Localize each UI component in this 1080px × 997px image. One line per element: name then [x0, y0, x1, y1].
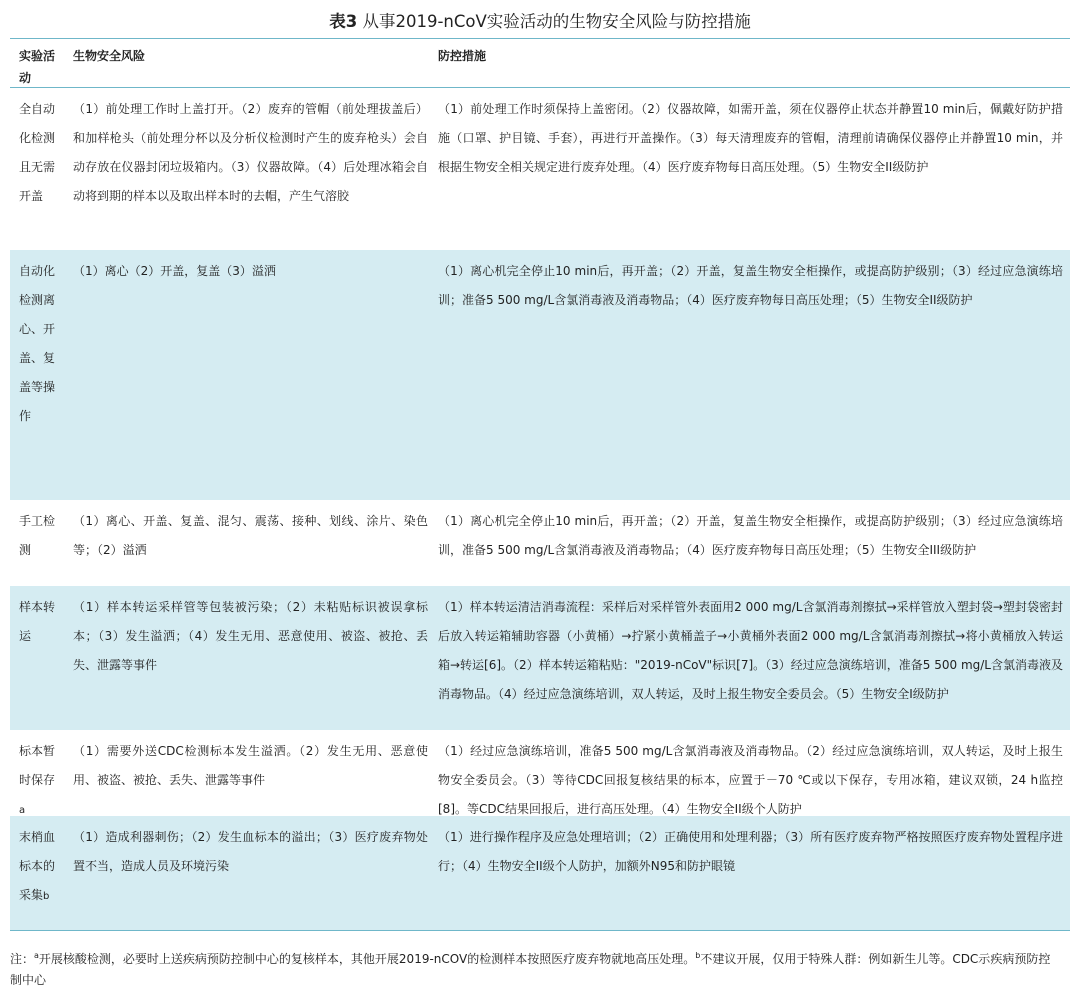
cell-measures: （1）进行操作程序及应急处理培训；（2）正确使用和处理利器；（3）所有医疗废弃物严格按照医疗废弃物处置程序进行；（4）生物安全II级个人防护，加额外N95和防护眼镜	[438, 830, 1063, 873]
cell-measures: （1）离心机完全停止10 min后，再开盖；（2）开盖，复盖生物安全柜操作，或提高防护级别；（3）经过应急演练培训，准备5 500 mg/L含氯消毒液及消毒物品；（4）医疗废弃物每日高压处理；（5）生物安全III级防护	[438, 514, 1063, 557]
table-header	[10, 39, 1070, 88]
cell-activity: 全自动化检测且无需开盖	[19, 102, 56, 203]
header-measures: 防控措施	[438, 49, 487, 63]
footnote-mark-b: b	[695, 951, 701, 960]
table-row	[10, 250, 1070, 500]
cell-measures: （1）离心机完全停止10 min后，再开盖；（2）开盖，复盖生物安全柜操作，或提高防护级别；（3）经过应急演练培训；准备5 500 mg/L含氯消毒液及消毒物品；（4）医疗废弃物每日高压处理；（5）生物安全II级防护	[438, 264, 1063, 307]
table-caption	[0, 8, 1080, 32]
table-title: 从事2019-nCoV实验活动的生物安全风险与防控措施	[362, 12, 751, 31]
cell-activity-text: 末梢血标本的采集	[19, 830, 56, 902]
cell-activity-text: 标本暂时保存	[19, 744, 56, 787]
footnote-text-b: 不建议开展，仅用于特殊人群：例如新生儿等。CDC示疾病预防控制中心	[10, 952, 1051, 987]
footnote-prefix: 注：	[10, 952, 35, 966]
cell-risk: （1）样本转运采样管等包装被污染；（2）未粘贴标识被误拿标本；（3）发生溢洒；（4）发生无用、恶意使用、被盗、被抢、丢失、泄露等事件	[73, 600, 428, 672]
cell-risk: （1）离心、开盖、复盖、混匀、震荡、接种、划线、涂片、染色等；（2）溢洒	[73, 514, 428, 557]
header-activity: 实验活动	[19, 49, 56, 85]
table-row	[10, 816, 1070, 931]
cell-risk: （1）离心（2）开盖，复盖（3）溢洒	[73, 264, 276, 278]
cell-activity: 手工检测	[19, 514, 56, 557]
footnote-mark-a: a	[19, 805, 26, 816]
table-row	[10, 88, 1070, 250]
cell-activity	[19, 823, 59, 911]
table-bottom-rule	[10, 930, 1070, 931]
cell-measures: （1）前处理工作时须保持上盖密闭。（2）仪器故障，如需开盖，须在仪器停止状态并静置10 min后，佩戴好防护措施（口罩、护目镜、手套），再进行开盖操作。（3）每天清理废弃的管帽，清理前请确保仪器停止并静置10 min，并根据生物安全相关规定进行废弃处理。（4）医疗废弃物每日高压处理。（5）生物安全II级防护	[438, 102, 1063, 174]
cell-risk: （1）造成利器刺伤；（2）发生血标本的溢出；（3）医疗废弃物处置不当，造成人员及环境污染	[73, 830, 428, 873]
footnote-mark-a: a	[34, 951, 39, 960]
table-row	[10, 586, 1070, 730]
cell-activity	[19, 737, 59, 825]
cell-activity: 样本转运	[19, 600, 56, 643]
biosafety-table	[10, 38, 1070, 902]
cell-risk: （1）前处理工作时上盖打开。（2）废弃的管帽（前处理拔盖后）和加样枪头（前处理分杯以及分析仪检测时产生的废弃枪头）会自动存放在仪器封闭垃圾箱内。（3）仪器故障。（4）后处理冰箱会自动将到期的样本以及取出样本时的去帽，产生气溶胶	[73, 102, 428, 203]
cell-activity: 自动化检测离心、开盖、复盖等操作	[19, 264, 56, 423]
table-label: 表3	[329, 12, 358, 31]
table-footnote	[10, 945, 1060, 991]
cell-risk: （1）需要外送CDC检测标本发生溢洒。（2）发生无用、恶意使用、被盗、被抢、丢失、泄露等事件	[73, 744, 428, 787]
footnote-mark-b: b	[43, 891, 50, 902]
table-row	[10, 500, 1070, 586]
table-row	[10, 730, 1070, 816]
cell-measures: （1）样本转运清洁消毒流程：采样后对采样管外表面用2 000 mg/L含氯消毒剂擦拭→采样管放入塑封袋→塑封袋密封后放入转运箱辅助容器（小黄桶）→拧紧小黄桶盖子→小黄桶外表面2 000 mg/L含氯消毒剂擦拭→将小黄桶放入转运箱→转运[6]。（2）样本转运箱粘贴："2019-nCoV"标识[7]。（3）经过应急演练培训，准备5 500 mg/L含氯消毒液及消毒物品。（4）经过应急演练培训，双人转运，及时上报生物安全委员会。（5）生物安全I级防护	[438, 600, 1063, 701]
footnote-text-a: 开展核酸检测，必要时上送疾病预防控制中心的复核样本，其他开展2019-nCOV的检测样本按照医疗废弃物就地高压处理。	[38, 952, 696, 966]
header-risk: 生物安全风险	[73, 49, 146, 63]
cell-measures: （1）经过应急演练培训，准备5 500 mg/L含氯消毒液及消毒物品。（2）经过应急演练培训，双人转运，及时上报生物安全委员会。（3）等待CDC回报复核结果的标本，应置于－70 ℃或以下保存，专用冰箱，建议双锁，24 h监控[8]。等CDC结果回报后，进行高压处理。（4）生物安全II级个人防护	[438, 744, 1063, 816]
